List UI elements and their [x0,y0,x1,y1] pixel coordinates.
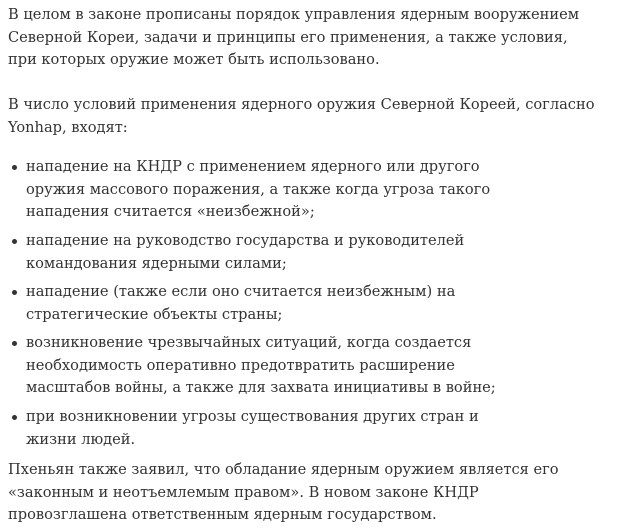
paragraph-law-overview: В целом в законе прописаны порядок управления ядерным вооружением Северной Кореи, задачи и принципы его применения, а также условия, при которых оружие может быть использовано. [8,6,580,68]
bullet-icon [12,341,17,346]
bullet-icon [12,415,17,420]
bullet-icon [12,165,17,170]
list-item-text: при возникновении угрозы существования других стран и жизни людей. [26,408,479,448]
paragraph-pyongyang-statement: Пхеньян также заявил, что обладание ядерным оружием является его «законным и неотъемлемым правом». В новом законе КНДР провозглашена ответственным ядерным государством. [8,461,559,523]
list-item-text: нападение (также если оно считается неизбежным) на стратегические объекты страны; [26,283,456,323]
list-item-text: нападение на руководство государства и руководителей командования ядерными силами; [26,232,465,272]
list-item-text: возникновение чрезвычайных ситуаций, когда создается необходимость оперативно предотвратить расширение масштабов войны, а также для захвата инициативы в войне; [26,334,496,396]
bullet-icon [12,239,17,244]
bullet-icon [12,290,17,295]
list-item-text: нападение на КНДР с применением ядерного или другого оружия массового поражения, а также когда угроза такого нападения считается «неизбежной»; [26,158,491,220]
paragraph-conditions-intro: В число условий применения ядерного оружия Северной Кореей, согласно Yonhap, входят: [8,96,595,136]
